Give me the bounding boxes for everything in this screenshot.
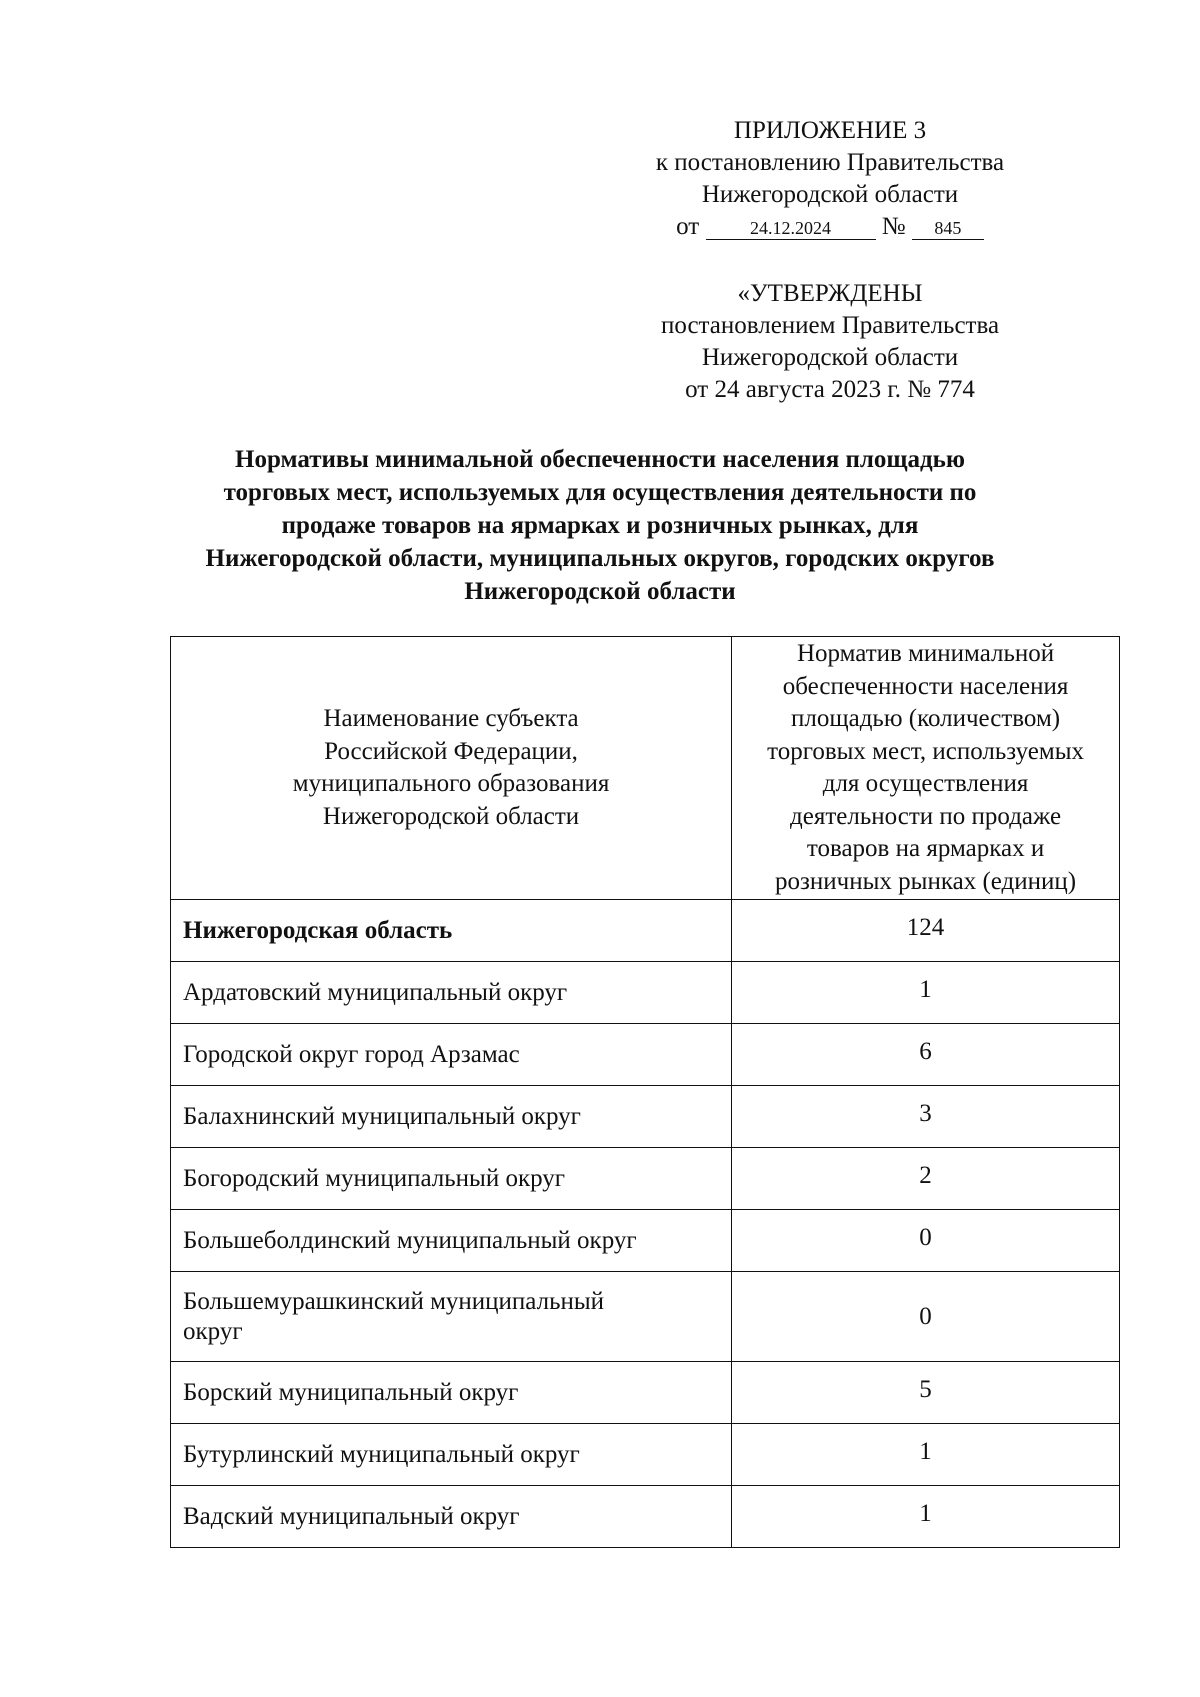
appendix-date-line	[600, 211, 1060, 243]
row-value: 5	[732, 1362, 1120, 1424]
header-col2-line: обеспеченности населения	[782, 672, 1069, 700]
table-row	[171, 1210, 1120, 1272]
row-value: 3	[732, 1086, 1120, 1148]
row-name: Балахнинский муниципальный округ	[171, 1086, 732, 1148]
header-col2-line: Норматив минимальной	[796, 640, 1055, 667]
table-row	[171, 962, 1120, 1024]
row-name: Вадский муниципальный округ	[171, 1486, 732, 1548]
row-value: 6	[732, 1024, 1120, 1086]
row-value: 0	[732, 1210, 1120, 1272]
table-row	[171, 1024, 1120, 1086]
title-line-3: продаже товаров на ярмарках и розничных рынках, для	[281, 512, 919, 539]
row-name: Богородский муниципальный округ	[171, 1148, 732, 1210]
row-name: Борский муниципальный округ	[171, 1362, 732, 1424]
table-row	[171, 1362, 1120, 1424]
number-prefix: №	[881, 213, 906, 240]
header-col1-line: Российской Федерации,	[324, 737, 578, 765]
title-line-5: Нижегородской области	[464, 578, 736, 605]
header-col2-line: розничных рынках (единиц)	[775, 867, 1077, 895]
date-prefix: от	[676, 213, 700, 240]
header-col2-line: деятельности по продаже	[790, 802, 1062, 830]
header-col2-line: для осуществления	[822, 770, 1029, 797]
row-name: Городской округ город Арзамас	[171, 1024, 732, 1086]
title-line-2: торговых мест, используемых для осуществления деятельности по	[223, 479, 977, 506]
table-row	[171, 1486, 1120, 1548]
appendix-title: ПРИЛОЖЕНИЕ 3	[733, 117, 927, 144]
header-col2-line: торговых мест, используемых	[767, 737, 1084, 765]
title-line-1: Нормативы минимальной обеспеченности населения площадью	[235, 446, 965, 473]
row-value: 124	[732, 900, 1120, 962]
row-value: 1	[732, 1424, 1120, 1486]
header-name-column	[171, 637, 732, 900]
norms-table	[170, 636, 1120, 1548]
header-col2-line: площадью (количеством)	[791, 705, 1061, 732]
header-col1-line: Наименование субъекта	[323, 705, 579, 732]
appendix-line-2: Нижегородской области	[701, 181, 959, 208]
approved-line-1: «УТВЕРЖДЕНЫ	[737, 280, 923, 307]
row-name-line: округ	[183, 1317, 243, 1345]
table-row	[171, 900, 1120, 962]
row-value: 0	[732, 1272, 1120, 1362]
table-header-row	[171, 637, 1120, 900]
row-name	[171, 1272, 732, 1362]
row-name: Большеболдинский муниципальный округ	[171, 1210, 732, 1272]
row-name: Бутурлинский муниципальный округ	[171, 1424, 732, 1486]
table-row	[171, 1272, 1120, 1362]
table-row	[171, 1424, 1120, 1486]
row-value: 1	[732, 1486, 1120, 1548]
table-row	[171, 1086, 1120, 1148]
approved-block	[600, 278, 1060, 406]
header-col1-line: Нижегородской области	[322, 802, 580, 830]
header-col2-line: товаров на ярмарках и	[806, 835, 1045, 862]
row-name-line: Большемурашкинский муниципальный	[183, 1287, 605, 1315]
row-name: Нижегородская область	[171, 900, 732, 962]
appendix-line-1: к постановлению Правительства	[655, 149, 1005, 176]
approved-line-4: от 24 августа 2023 г. № 774	[685, 376, 975, 403]
approved-line-3: Нижегородской области	[701, 344, 959, 371]
title-line-4: Нижегородской области, муниципальных округов, городских округов	[205, 545, 995, 572]
document-title	[150, 443, 1050, 608]
header-col1-line: муниципального образования	[292, 770, 610, 797]
header-norm-column	[732, 637, 1120, 900]
table-row	[171, 1148, 1120, 1210]
appendix-block	[600, 115, 1060, 243]
row-value: 1	[732, 962, 1120, 1024]
number-value: 845	[912, 217, 984, 240]
approved-line-2: постановлением Правительства	[660, 312, 1000, 339]
date-value: 24.12.2024	[706, 217, 876, 240]
row-name: Ардатовский муниципальный округ	[171, 962, 732, 1024]
row-value: 2	[732, 1148, 1120, 1210]
